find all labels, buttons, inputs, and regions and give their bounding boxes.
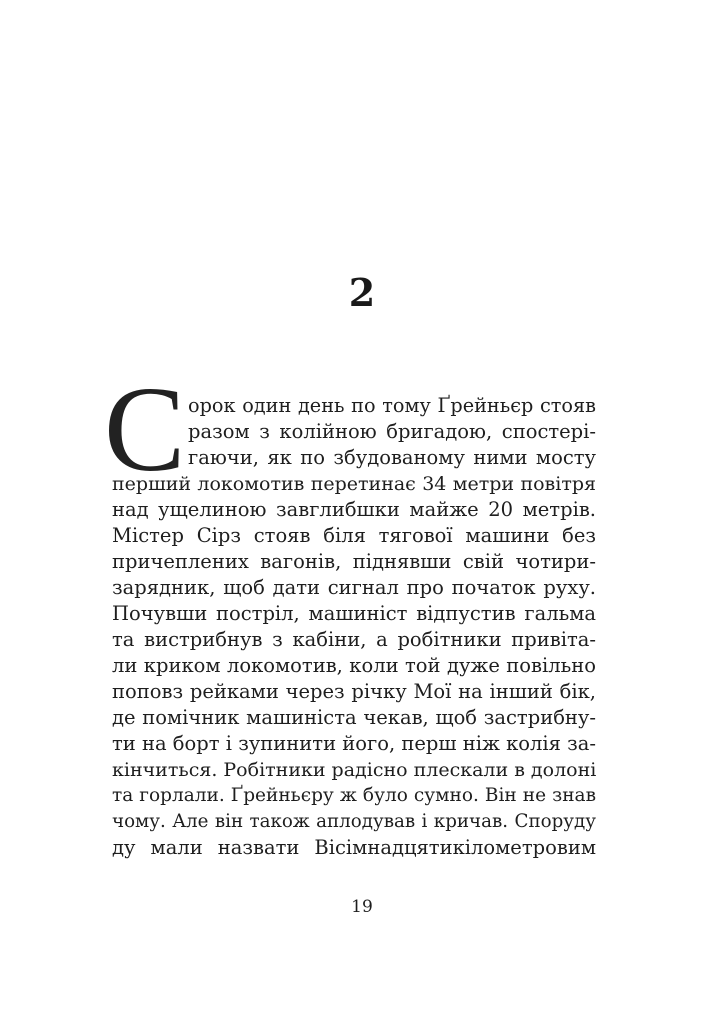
text-line: причеплених вагонів, піднявши свій чотири- xyxy=(112,550,596,573)
text-line: чому. Але він також аплодував і кричав. Споруду xyxy=(112,811,596,832)
chapter-number: 2 xyxy=(348,270,376,315)
text-line: де помічник машиніста чекав, щоб застрибну- xyxy=(112,706,596,729)
text-line: ду мали назвати Вісімнадцятикілометровим xyxy=(112,836,596,859)
text-line: зарядник, щоб дати сигнал про початок руху. xyxy=(112,576,596,599)
text-line: разом з колійною бригадою, спостері- xyxy=(188,420,596,443)
text-line: та вистрибнув з кабіни, а робітники привіта- xyxy=(112,628,596,651)
drop-cap: С xyxy=(104,362,186,497)
text-line: ти на борт і зупинити його, перш ніж колія за- xyxy=(112,732,596,755)
text-line: орок один день по тому Ґрейньєр стояв xyxy=(188,394,596,417)
text-line: Почувши постріл, машиніст відпустив гальма xyxy=(112,602,596,625)
text-line: перший локомотив перетинає 34 метри повітря xyxy=(112,473,596,495)
text-line: кінчиться. Робітники радісно плескали в долоні xyxy=(112,759,597,781)
text-line: та горлали. Ґрейньєру ж було сумно. Він не знав xyxy=(112,785,596,806)
text-line: поповз рейками через річку Мої на інший бік, xyxy=(112,680,596,703)
text-line: гаючи, як по збудованому ними мосту xyxy=(188,446,596,469)
text-line: ли криком локомотив, коли той дуже повільно xyxy=(112,654,596,677)
text-line: Містер Сірз стояв біля тягової машини без xyxy=(112,524,596,547)
text-line: над ущелиною завглибшки майже 20 метрів. xyxy=(112,498,596,521)
page-number: 19 xyxy=(351,897,373,917)
